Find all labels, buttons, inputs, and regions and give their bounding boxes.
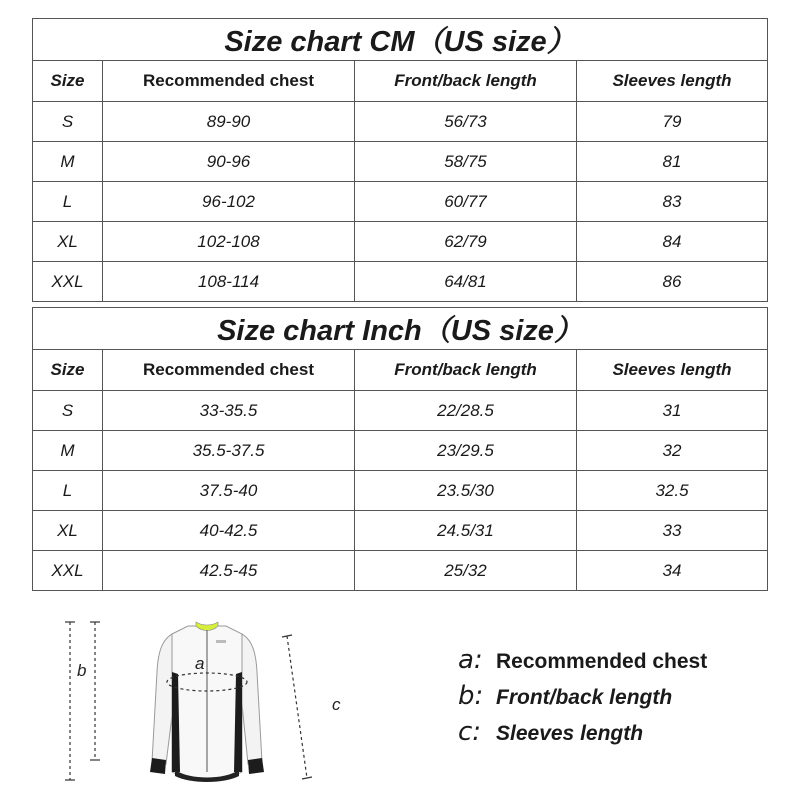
legend-text: Front/back length	[496, 686, 673, 709]
chest-cell: 96-102	[103, 182, 355, 222]
sleeves-cell: 33	[577, 511, 768, 551]
column-header-chest: Recommended chest	[103, 61, 355, 102]
size-chart-inch-table	[32, 307, 768, 591]
chest-cell: 35.5-37.5	[103, 431, 355, 471]
jersey-measurement-diagram	[60, 612, 360, 792]
legend-item-sleeves	[458, 717, 707, 753]
jersey-illustration	[150, 622, 264, 782]
size-chart-cm-table	[32, 18, 768, 302]
table-row	[33, 222, 768, 262]
chest-cell: 90-96	[103, 142, 355, 182]
table-header-row	[33, 61, 768, 102]
table-row	[33, 102, 768, 142]
sleeves-cell: 32.5	[577, 471, 768, 511]
column-header-size: Size	[33, 61, 103, 102]
length-cell: 56/73	[355, 102, 577, 142]
chest-cell: 42.5-45	[103, 551, 355, 591]
sleeves-cell: 81	[577, 142, 768, 182]
table-title: Size chart Inch（US size）	[33, 308, 768, 350]
legend-letter: c:	[458, 717, 482, 747]
length-cell: 23.5/30	[355, 471, 577, 511]
column-header-sleeves: Sleeves length	[577, 61, 768, 102]
column-header-length: Front/back length	[355, 350, 577, 391]
size-cell: L	[33, 182, 103, 222]
sleeves-cell: 79	[577, 102, 768, 142]
table-row	[33, 471, 768, 511]
size-cell: XL	[33, 222, 103, 262]
table-title: Size chart CM（US size）	[33, 19, 768, 61]
column-header-length: Front/back length	[355, 61, 577, 102]
label-a: a	[195, 654, 205, 673]
size-cell: XL	[33, 511, 103, 551]
table-title-row	[33, 308, 768, 350]
legend-item-chest	[458, 645, 707, 681]
size-cell: S	[33, 391, 103, 431]
table-row	[33, 182, 768, 222]
length-cell: 62/79	[355, 222, 577, 262]
length-measure-lines	[65, 622, 100, 780]
size-cell: M	[33, 142, 103, 182]
table-row	[33, 431, 768, 471]
legend-text: Recommended chest	[496, 650, 708, 673]
table-row	[33, 262, 768, 302]
length-cell: 64/81	[355, 262, 577, 302]
sleeves-cell: 83	[577, 182, 768, 222]
length-cell: 25/32	[355, 551, 577, 591]
label-b: b	[77, 661, 87, 680]
length-cell: 60/77	[355, 182, 577, 222]
table-title-row	[33, 19, 768, 61]
column-header-size: Size	[33, 350, 103, 391]
column-header-chest: Recommended chest	[103, 350, 355, 391]
chest-cell: 89-90	[103, 102, 355, 142]
sleeves-cell: 32	[577, 431, 768, 471]
legend-text: Sleeves length	[496, 722, 644, 745]
legend-letter: a:	[458, 645, 483, 675]
label-c: c	[332, 695, 341, 714]
chest-cell: 40-42.5	[103, 511, 355, 551]
chest-cell: 102-108	[103, 222, 355, 262]
size-cell: XXL	[33, 262, 103, 302]
length-cell: 24.5/31	[355, 511, 577, 551]
size-cell: S	[33, 102, 103, 142]
sleeve-measure-line	[282, 635, 312, 779]
measurement-legend	[458, 645, 707, 753]
legend-item-length	[458, 681, 707, 717]
sleeves-cell: 34	[577, 551, 768, 591]
sleeves-cell: 86	[577, 262, 768, 302]
legend-letter: b:	[458, 681, 484, 711]
length-cell: 22/28.5	[355, 391, 577, 431]
length-cell: 58/75	[355, 142, 577, 182]
length-cell: 23/29.5	[355, 431, 577, 471]
column-header-sleeves: Sleeves length	[577, 350, 768, 391]
sleeves-cell: 31	[577, 391, 768, 431]
chest-cell: 108-114	[103, 262, 355, 302]
table-row	[33, 391, 768, 431]
table-row	[33, 142, 768, 182]
size-cell: M	[33, 431, 103, 471]
size-cell: L	[33, 471, 103, 511]
table-row	[33, 551, 768, 591]
chest-cell: 33-35.5	[103, 391, 355, 431]
sleeves-cell: 84	[577, 222, 768, 262]
chest-cell: 37.5-40	[103, 471, 355, 511]
table-header-row	[33, 350, 768, 391]
table-row	[33, 511, 768, 551]
size-cell: XXL	[33, 551, 103, 591]
